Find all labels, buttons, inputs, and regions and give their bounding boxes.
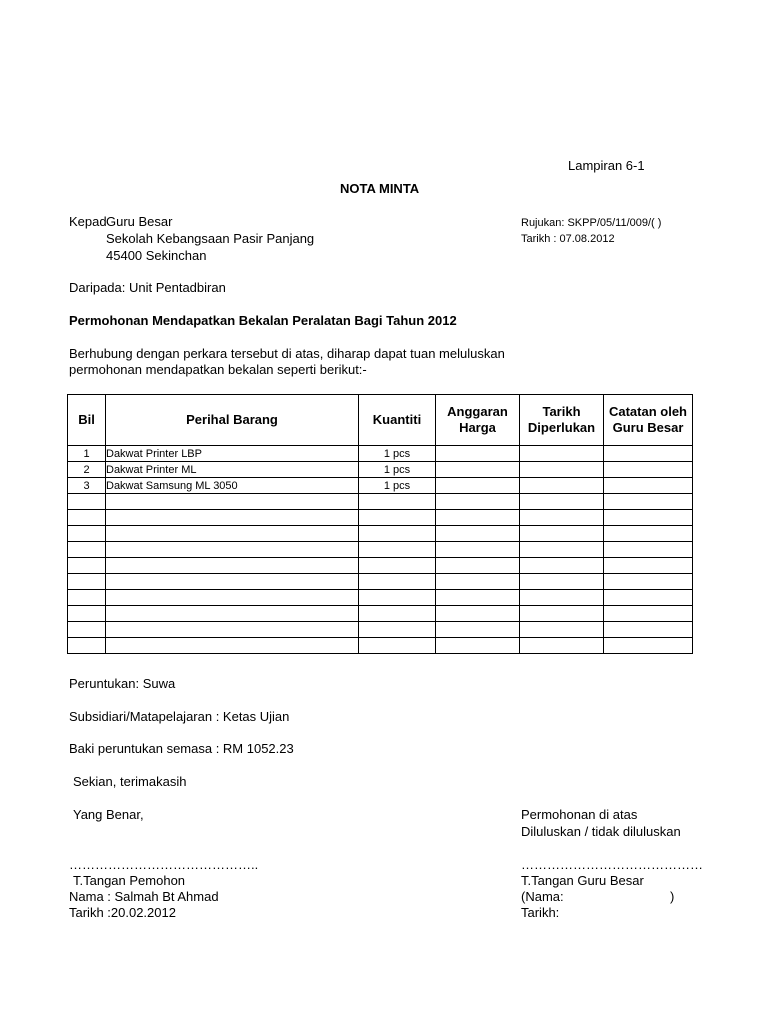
header-catatan-line-1: Catatan oleh (608, 404, 687, 419)
table-row-empty (68, 622, 693, 638)
table-row (68, 462, 693, 478)
header-bil: Bil (68, 395, 106, 446)
intro-line-2: permohonan mendapatkan bekalan seperti berikut:- (69, 362, 367, 377)
allocation-line: Peruntukan: Suwa (69, 676, 176, 691)
table-row-empty (68, 494, 693, 510)
table-row-empty (68, 510, 693, 526)
intro-line-1: Berhubung dengan perkara tersebut di atas, diharap dapat tuan meluluskan (69, 346, 505, 361)
recipient-line-3: 45400 Sekinchan (106, 248, 207, 263)
table-row (68, 446, 693, 462)
subsidiary-line: Subsidiari/Matapelajaran : Ketas Ujian (69, 709, 290, 724)
table-row-empty (68, 590, 693, 606)
header-tarikh-line-1: Tarikh (542, 404, 581, 419)
request-table (67, 394, 693, 654)
table-row-empty (68, 638, 693, 654)
header-catatan-line-2: Guru Besar (612, 420, 684, 435)
reference-number: Rujukan: SKPP/05/11/009/( ) (521, 217, 662, 229)
lampiran-label: Lampiran 6-1 (568, 158, 645, 173)
row-bil: 3 (68, 478, 106, 494)
sender-line: Daripada: Unit Pentadbiran (69, 280, 226, 295)
table-row-empty (68, 574, 693, 590)
row-qty: 1 pcs (359, 446, 436, 462)
table-header-row (68, 395, 693, 446)
headmaster-date: Tarikh: (521, 905, 560, 920)
closing-line: Sekian, terimakasih (73, 774, 187, 789)
row-item: Dakwat Samsung ML 3050 (106, 478, 359, 494)
header-catatan (604, 395, 693, 446)
row-qty: 1 pcs (359, 478, 436, 494)
row-tarikh-cell (520, 462, 604, 478)
row-item: Dakwat Printer ML (106, 462, 359, 478)
table-row-empty (68, 542, 693, 558)
header-perihal: Perihal Barang (106, 395, 359, 446)
headmaster-signature-line: …………………………………… (521, 857, 703, 872)
table-row-empty (68, 526, 693, 542)
row-qty: 1 pcs (359, 462, 436, 478)
recipient-line-2: Sekolah Kebangsaan Pasir Panjang (106, 231, 315, 246)
header-tarikh (520, 395, 604, 446)
header-kuantiti: Kuantiti (359, 395, 436, 446)
header-anggaran-line-2: Harga (459, 420, 496, 435)
table-row-empty (68, 558, 693, 574)
table-row (68, 478, 693, 494)
row-anggaran-cell (436, 446, 520, 462)
applicant-signature-line: …………………………………….. (69, 857, 259, 872)
row-tarikh-cell (520, 478, 604, 494)
row-catatan-cell (604, 462, 693, 478)
headmaster-name-close: ) (670, 889, 675, 904)
applicant-date: Tarikh :20.02.2012 (69, 905, 176, 920)
headmaster-name-open: (Nama: (521, 889, 564, 904)
approval-line-1: Permohonan di atas (521, 807, 638, 822)
applicant-name: Nama : Salmah Bt Ahmad (69, 889, 219, 904)
recipient-line-1: Guru Besar (106, 214, 173, 229)
row-tarikh-cell (520, 446, 604, 462)
row-bil: 1 (68, 446, 106, 462)
row-catatan-cell (604, 446, 693, 462)
row-anggaran-cell (436, 478, 520, 494)
row-bil: 2 (68, 462, 106, 478)
document-title: NOTA MINTA (340, 181, 420, 196)
subject-line: Permohonan Mendapatkan Bekalan Peralatan Bagi Tahun 2012 (69, 313, 457, 328)
row-catatan-cell (604, 478, 693, 494)
headmaster-signature-label: T.Tangan Guru Besar (521, 873, 644, 888)
yours-truly-line: Yang Benar, (73, 807, 144, 822)
header-anggaran-line-1: Anggaran (447, 404, 508, 419)
row-anggaran-cell (436, 462, 520, 478)
row-item: Dakwat Printer LBP (106, 446, 359, 462)
recipient-label: Kepad (69, 214, 107, 229)
header-tarikh-line-2: Diperlukan (527, 420, 596, 435)
table-row-empty (68, 606, 693, 622)
applicant-signature-label: T.Tangan Pemohon (73, 873, 186, 888)
header-anggaran (436, 395, 520, 446)
reference-date: Tarikh : 07.08.2012 (521, 233, 615, 245)
approval-line-2: Diluluskan / tidak diluluskan (521, 824, 681, 839)
balance-line: Baki peruntukan semasa : RM 1052.23 (69, 741, 294, 756)
